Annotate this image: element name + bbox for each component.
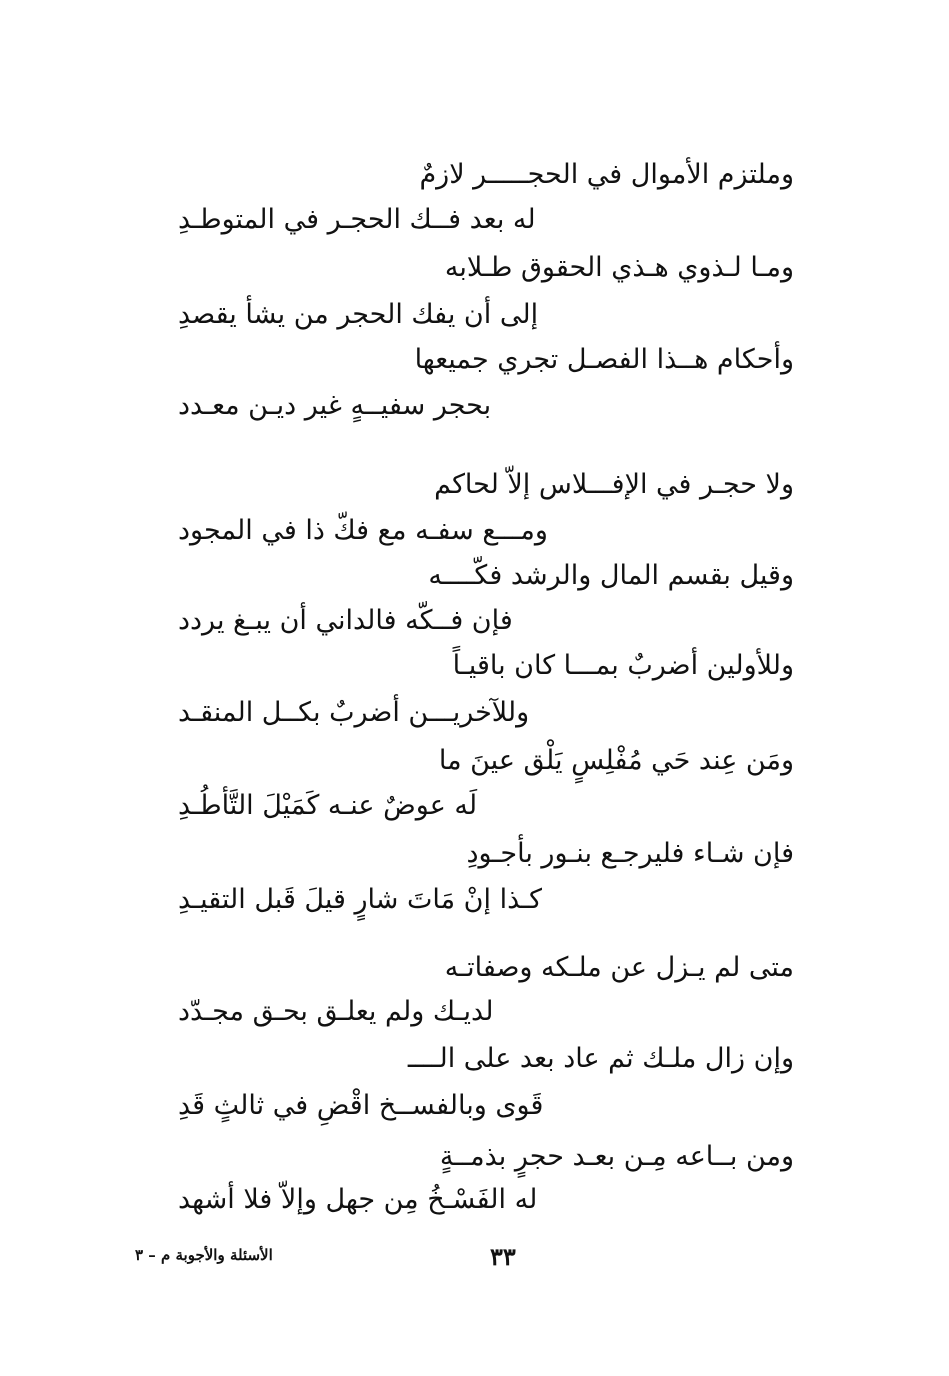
verse-line: ومَن عِند حَي مُفْلِسٍ يَلْق عينَ ما <box>438 745 794 776</box>
verse-line: ومـــع سفـه مع فكّ ذا في المجود <box>178 515 548 546</box>
verse-line: متى لم يـزل عن ملـكه وصفاتـه <box>444 952 794 983</box>
verse-line: وإن زال ملـك ثم عاد بعد على الــــ <box>407 1043 794 1074</box>
verse-line: قَوى وبالفســخ اقْضِ في ثالثٍ قَدِ <box>178 1090 544 1121</box>
verse-line: وأحكام هــذا الفصـل تجري جميعها <box>414 344 794 375</box>
verse-line: إلى أن يفك الحجر من يشأ يقصدِ <box>178 299 539 330</box>
verse-line: وللآخريـــن أضربٌ بكــل المنقـد <box>178 697 530 728</box>
verse-line: ومـا لـذوي هـذي الحقوق طـلابه <box>444 252 794 283</box>
verse-line: لَه عوضٌ عنـه كَمَيْلَ التَّأطُـدِ <box>178 790 478 821</box>
verse-line: له الفَسْـخُ مِن جهل وإلاّ فلا أشهد <box>178 1184 538 1215</box>
verse-line: لديـك ولم يعلـق بحـق مجـدّد <box>178 996 494 1027</box>
verse-line: وملتزم الأموال في الحجـــــر لازمٌ <box>419 159 794 190</box>
verse-line: وقيل بقسم المال والرشد فكّــــه <box>428 560 794 591</box>
verse-line: فإن فــكّه فالداني أن يبـغ يردد <box>178 605 513 636</box>
verse-line: بحجر سفيــهٍ غير ديـن معـدد <box>178 390 492 421</box>
verse-line: كـذا إنْ مَاتَ شارٍ قيلَ قَبل التقيـدِ <box>178 884 543 915</box>
book-title-footer: الأسئلة والأجوبة م – ٣ <box>135 1246 273 1264</box>
verse-line: ومن بــاعه مِـن بعـد حجرٍ بذمــةٍ <box>439 1141 794 1172</box>
verse-line: له بعد فــك الحجـر في المتوطـدِ <box>178 204 536 235</box>
verse-line: ولا حجـر في الإفـــلاس إلاّ لحاكم <box>434 469 794 500</box>
page-number: ٣٣ <box>490 1242 516 1271</box>
verse-line: وللأولين أضربٌ بمـــا كان باقيـاً <box>452 650 794 681</box>
verse-line: فإن شـاء فليرجـع بنـور بأجـودِ <box>466 838 794 869</box>
